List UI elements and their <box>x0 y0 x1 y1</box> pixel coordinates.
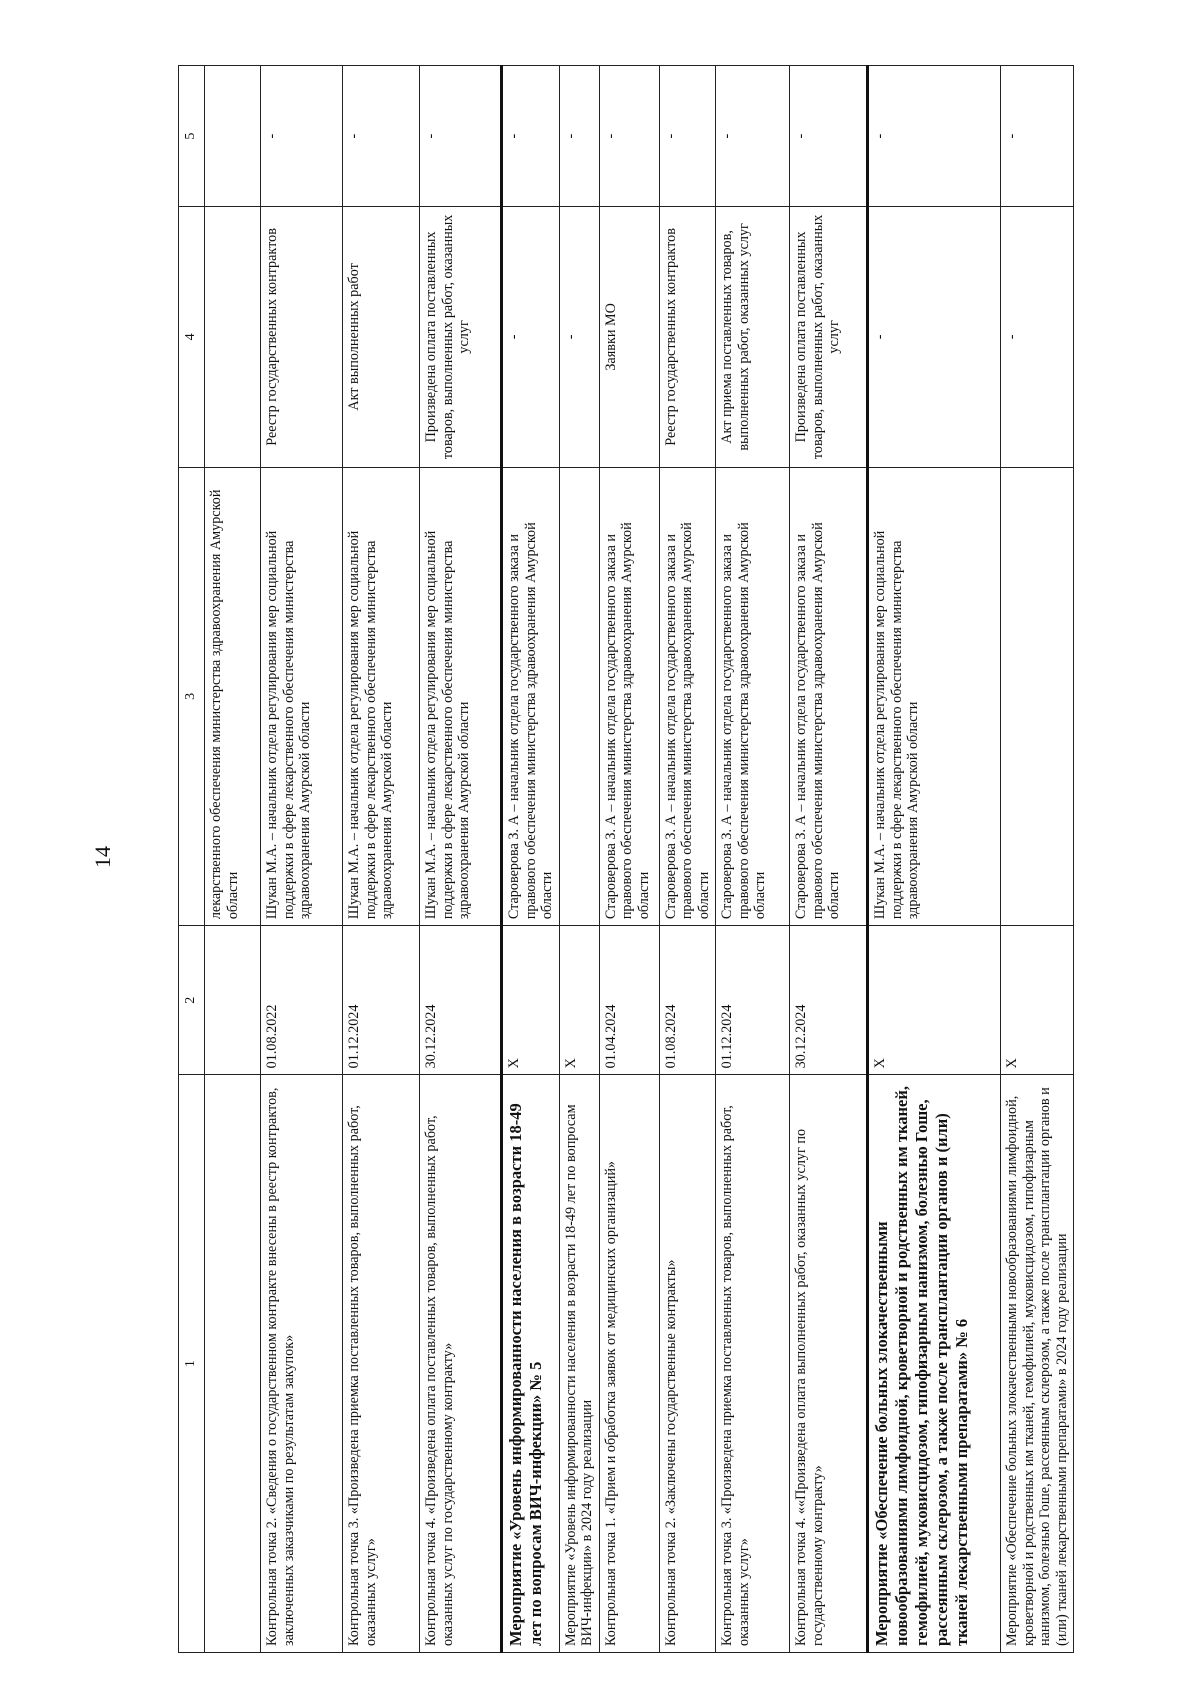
table-cell-col-5: - <box>420 66 502 207</box>
table-cell-col-1: Мероприятие «Обеспечение больных злокачественными новообразованиями лимфоидной, кроветворной и родственных им тканей, гемофилией, муковисцидозом, гипофизарным нанизмом, болезнью Гоше, рассеянным склерозом, а также после трансплантации органов и (или) тканей лекарственными препаратами» в 2024 году реализации <box>1001 1075 1074 1653</box>
table-row <box>868 66 1001 1653</box>
table-cell-col-2: Х <box>868 926 1001 1075</box>
table-cell-col-3: лекарственного обеспечения министерства здравоохранения Амурской области <box>205 467 261 926</box>
rotated-table-container <box>178 65 1070 1653</box>
table-cell-col-4: - <box>868 207 1001 467</box>
table-cell-col-1: Контрольная точка 2. «Сведения о государственном контракте внесены в реестр контрактов, заключенных заказчиками по результатам закупок» <box>261 1075 343 1653</box>
table-cell-col-1: Контрольная точка 4. «Произведена оплата поставленных товаров, выполненных работ, оказанных услуг по государственному контракту» <box>420 1075 502 1653</box>
column-header: 5 <box>179 66 205 207</box>
table-row <box>261 66 343 1653</box>
table-cell-col-1: Мероприятие «Обеспечение больных злокачественными новообразованиями лимфоидной, кроветворной и родственных им тканей, гемофилией, муковисцидозом, гипофизарным нанизмом, болезнью Гоше, рассеянным склерозом, а также после трансплантации органов и (или) тканей лекарственными препаратами» № 6 <box>868 1075 1001 1653</box>
table-cell-col-5: - <box>559 66 599 207</box>
table-body <box>205 66 1074 1653</box>
table-row <box>343 66 420 1653</box>
column-header: 3 <box>179 467 205 926</box>
table-cell-col-3: Шукан М.А. – начальник отдела регулирования мер социальной поддержки в сфере лекарственного обеспечения министерства здравоохранения Амурской области <box>420 467 502 926</box>
table-cell-col-4: - <box>559 207 599 467</box>
table-cell-col-5: - <box>1001 66 1074 207</box>
table-cell-col-4: - <box>502 207 560 467</box>
table-cell-col-1: Мероприятие «Уровень информированности населения в возрасти 18-49 лет по вопросам ВИЧ-инфекции» в 2024 году реализации <box>559 1075 599 1653</box>
table-row <box>502 66 560 1653</box>
table-cell-col-5: - <box>599 66 659 207</box>
table-cell-col-2: Х <box>559 926 599 1075</box>
column-header: 1 <box>179 1075 205 1653</box>
table-row <box>205 66 261 1653</box>
table-cell-col-2: 01.12.2024 <box>343 926 420 1075</box>
table-cell-col-4: Заявки МО <box>599 207 659 467</box>
column-header: 2 <box>179 926 205 1075</box>
table-cell-col-3: Староверова З. А – начальник отдела государственного заказа и правового обеспечения министерства здравоохранения Амурской области <box>716 467 790 926</box>
table-cell-col-2: Х <box>502 926 560 1075</box>
table-cell-col-1: Контрольная точка 3. «Произведена приемка поставленных товаров, выполненных работ, оказанных услуг» <box>343 1075 420 1653</box>
table-cell-col-1: Контрольная точка 4. ««Произведена оплата выполненных работ, оказанных услуг по государственному контракту» <box>790 1075 868 1653</box>
table-cell-col-3 <box>1001 467 1074 926</box>
table-cell-col-2: 30.12.2024 <box>790 926 868 1075</box>
table-cell-col-2: Х <box>1001 926 1074 1075</box>
table-row <box>559 66 599 1653</box>
table-cell-col-3: Староверова З. А – начальник отдела государственного заказа и правового обеспечения министерства здравоохранения Амурской области <box>790 467 868 926</box>
table-row <box>716 66 790 1653</box>
table-cell-col-4: Реестр государственных контрактов <box>659 207 716 467</box>
table-cell-col-4: Произведена оплата поставленных товаров, выполненных работ, оказанных услуг <box>790 207 868 467</box>
table-cell-col-3: Староверова З. А – начальник отдела государственного заказа и правового обеспечения министерства здравоохранения Амурской области <box>502 467 560 926</box>
table-cell-col-4: - <box>1001 207 1074 467</box>
table-row <box>1001 66 1074 1653</box>
table-cell-col-4 <box>205 207 261 467</box>
table-cell-col-3: Староверова З. А – начальник отдела государственного заказа и правового обеспечения министерства здравоохранения Амурской области <box>659 467 716 926</box>
table-cell-col-5: - <box>716 66 790 207</box>
table-cell-col-3: Шукан М.А. – начальник отдела регулирования мер социальной поддержки в сфере лекарственного обеспечения министерства здравоохранения Амурской области <box>343 467 420 926</box>
page-number: 14 <box>90 846 115 868</box>
table-row <box>420 66 502 1653</box>
table-cell-col-5: - <box>502 66 560 207</box>
table-cell-col-2: 01.04.2024 <box>599 926 659 1075</box>
table-cell-col-4: Акт приема поставленных товаров, выполненных работ, оказанных услуг <box>716 207 790 467</box>
table-cell-col-1: Контрольная точка 1. «Прием и обработка заявок от медицинских организаций» <box>599 1075 659 1653</box>
table-cell-col-1: Контрольная точка 2. «Заключены государственные контракты» <box>659 1075 716 1653</box>
table-cell-col-4: Реестр государственных контрактов <box>261 207 343 467</box>
schedule-table <box>178 65 1074 1653</box>
table-cell-col-1 <box>205 1075 261 1653</box>
table-cell-col-4: Произведена оплата поставленных товаров, выполненных работ, оказанных услуг <box>420 207 502 467</box>
table-cell-col-2: 01.08.2024 <box>659 926 716 1075</box>
table-cell-col-2: 30.12.2024 <box>420 926 502 1075</box>
table-cell-col-2 <box>205 926 261 1075</box>
table-row <box>599 66 659 1653</box>
table-cell-col-5: - <box>868 66 1001 207</box>
table-cell-col-5: - <box>659 66 716 207</box>
table-cell-col-5: - <box>261 66 343 207</box>
table-row <box>659 66 716 1653</box>
table-cell-col-3 <box>559 467 599 926</box>
table-cell-col-1: Мероприятие «Уровень информированности населения в возрасти 18-49 лет по вопросам ВИЧ-инфекции» № 5 <box>502 1075 560 1653</box>
table-cell-col-5: - <box>790 66 868 207</box>
table-cell-col-4: Акт выполненных работ <box>343 207 420 467</box>
table-cell-col-2: 01.12.2024 <box>716 926 790 1075</box>
table-cell-col-3: Шукан М.А. – начальник отдела регулирования мер социальной поддержки в сфере лекарственного обеспечения министерства здравоохранения Амурской области <box>261 467 343 926</box>
column-header: 4 <box>179 207 205 467</box>
table-cell-col-3: Староверова З. А – начальник отдела государственного заказа и правового обеспечения министерства здравоохранения Амурской области <box>599 467 659 926</box>
table-cell-col-3: Шукан М.А. – начальник отдела регулирования мер социальной поддержки в сфере лекарственного обеспечения министерства здравоохранения Амурской области <box>868 467 1001 926</box>
table-row <box>790 66 868 1653</box>
table-cell-col-1: Контрольная точка 3. «Произведена приемка поставленных товаров, выполненных работ, оказанных услуг» <box>716 1075 790 1653</box>
table-cell-col-2: 01.08.2022 <box>261 926 343 1075</box>
header-row <box>179 66 205 1653</box>
table-cell-col-5: - <box>343 66 420 207</box>
table-cell-col-5 <box>205 66 261 207</box>
